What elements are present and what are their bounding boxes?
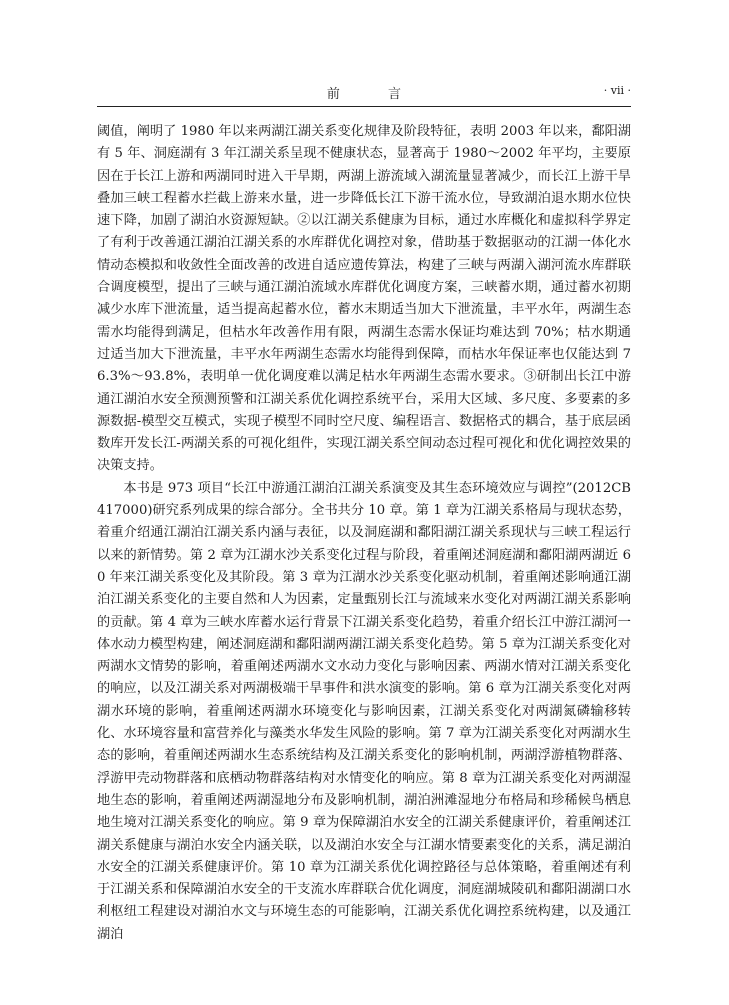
paragraph-book-overview: 本书是 973 项目“长江中游通江湖泊江湖关系演变及其生态环境效应与调控”(2012CB417000)研究系列成果的综合部分。全书共分 10 章。第 1 章为江湖关系格局与现状态势，着重介绍通江湖泊江湖关系内涵与表征，以及洞庭湖和鄱阳湖江湖关系现状与三峡工程运行以来的新情势。第 2 章为江湖水沙关系变化过程与阶段，着重阐述洞庭湖和鄱阳湖两湖近 60 年来江湖关系变化及其阶段。第 3 章为江湖水沙关系变化驱动机制，着重阐述影响通江湖泊江湖关系变化的主要自然和人为因素，定量甄别长江与流域来水变化对两湖江湖关系影响的贡献。第 4 章为三峡水库蓄水运行背景下江湖关系变化趋势，着重介绍长江中游江湖河一体水动力模型构建，阐述洞庭湖和鄱阳湖两湖江湖关系变化趋势。第 5 章为江湖关系变化对两湖水文情势的影响，着重阐述两湖水文水动力变化与影响因素、两湖水情对江湖关系变化的响应，以及江湖关系对两湖极端干旱事件和洪水演变的影响。第 6 章为江湖关系变化对两湖水环境的影响，着重阐述两湖水环境变化与影响因素，江湖关系变化对两湖氮磷输移转化、水环境容量和富营养化与藻类水华发生风险的影响。第 7 章为江湖关系变化对两湖水生态的影响，着重阐述两湖水生态系统结构及江湖关系变化的影响机制，两湖浮游植物群落、浮游甲壳动物群落和底栖动物群落结构对水情变化的响应。第 8 章为江湖关系变化对两湖湿地生态的影响，着重阐述两湖湿地分布及影响机制，湖泊洲滩湿地分布格局和珍稀候鸟栖息地生境对江湖关系变化的响应。第 9 章为保障湖泊水安全的江湖关系健康评价，着重阐述江湖关系健康与湖泊水安全内涵关联，以及湖泊水安全与江湖水情要素变化的关系，满足湖泊水安全的江湖关系健康评价。第 10 章为江湖关系优化调控路径与总体策略，着重阐述有利于江湖关系和保障湖泊水安全的干支流水库群联合优化调度，洞庭湖城陵矶和鄱阳湖湖口水利枢纽工程建设对湖泊水文与环境生态的可能影响，江湖关系优化调控系统构建，以及通江湖泊 bbox=[97, 480, 631, 942]
body-text bbox=[97, 121, 631, 946]
page-number: · vii · bbox=[603, 84, 631, 97]
header-rule bbox=[97, 106, 631, 107]
paragraph-continued: 阈值，阐明了 1980 年以来两湖江湖关系变化规律及阶段特征，表明 2003 年以来，鄱阳湖有 5 年、洞庭湖有 3 年江湖关系呈现不健康状态，显著高于 1980～2002 年平均，主要原因在于长江上游和两湖同时进入干旱期，两湖上游流域入湖流量显著减少，而长江上游干旱叠加三峡工程蓄水拦截上游来水量，进一步降低长江下游干流水位，导致湖泊退水期水位快速下降，加剧了湖泊水资源短缺。②以江湖关系健康为目标，通过水库概化和虚拟科学界定了有利于改善通江湖泊江湖关系的水库群优化调控对象，借助基于数据驱动的江湖一体化水情动态模拟和收敛性全面改善的改进自适应遗传算法，构建了三峡与两湖入湖河流水库群联合调度模型，提出了三峡与通江湖泊流域水库群优化调度方案，三峡蓄水期，通过蓄水初期减少水库下泄流量，适当提高起蓄水位，蓄水末期适当加大下泄流量，丰平水年，两湖生态需水均能得到满足，但枯水年改善作用有限，两湖生态需水保证均难达到 70%；枯水期通过适当加大下泄流量，丰平水年两湖生态需水均能得到保障，而枯水年保证率也仅能达到 76.3%～93.8%，表明单一优化调度难以满足枯水年两湖生态需水要求。③研制出长江中游通江湖泊水安全预测预警和江湖关系优化调控系统平台，采用大区域、多尺度、多要素的多源数据-模型交互模式，实现子模型不同时空尺度、编程语言、数据格式的耦合，基于底层函数库开发长江-两湖关系的可视化组件，实现江湖关系空间动态过程可视化和优化调控效果的决策支持。 bbox=[97, 124, 631, 474]
running-header bbox=[97, 83, 631, 105]
section-title: 前 言 bbox=[326, 87, 424, 102]
